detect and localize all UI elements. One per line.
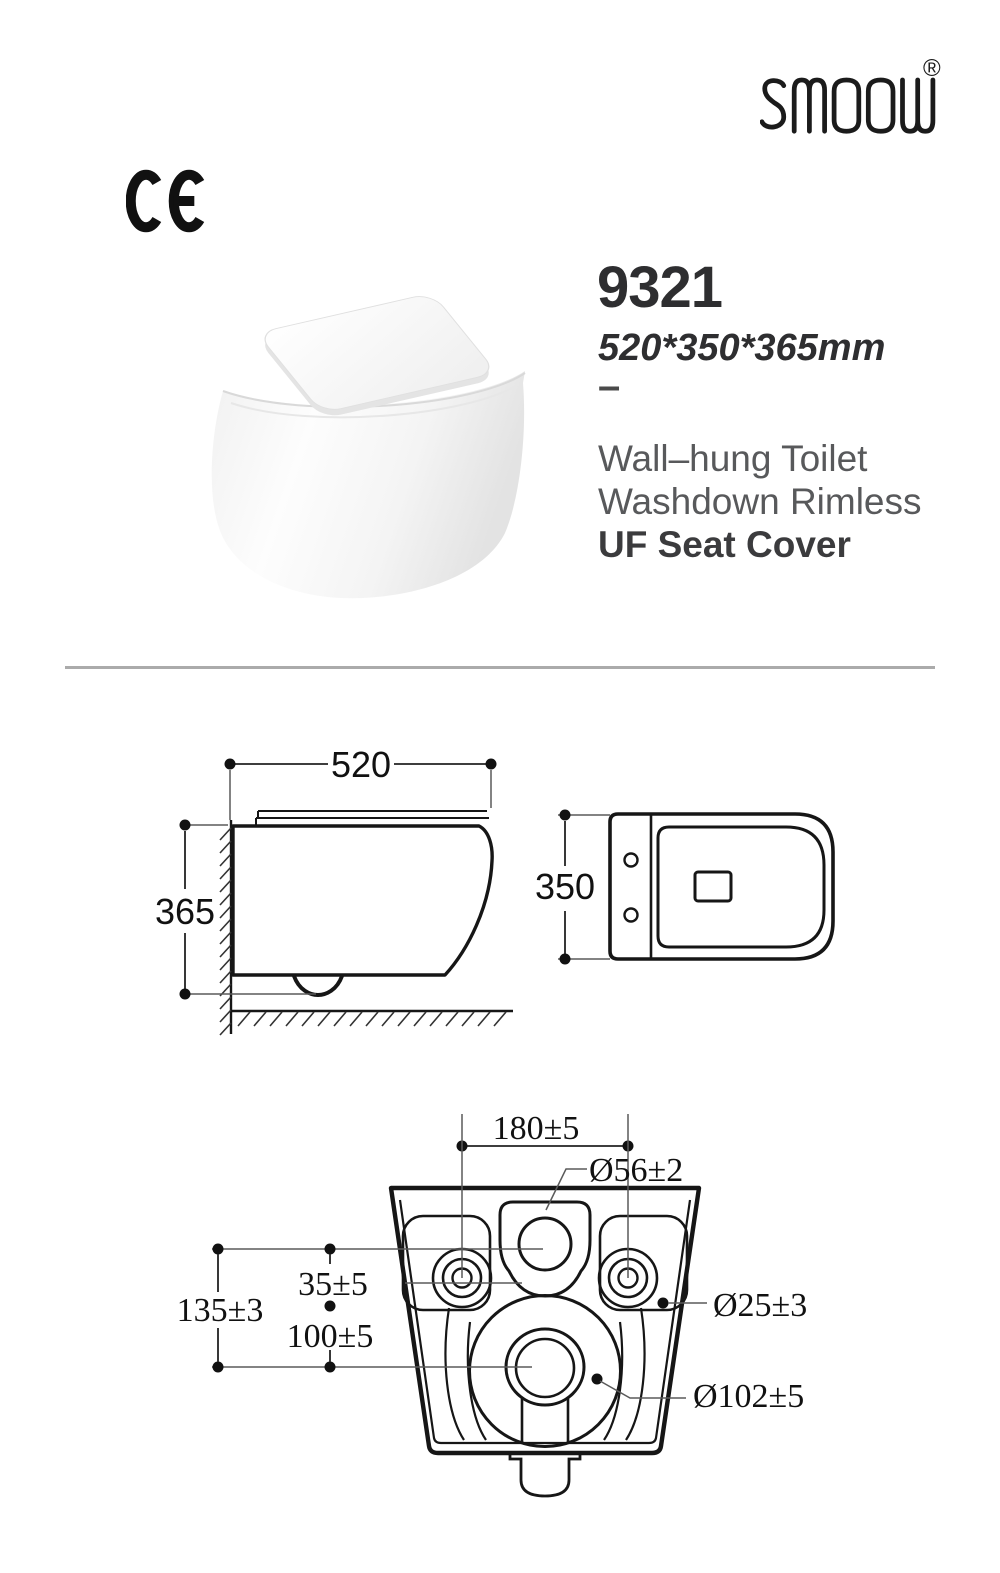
- registered-trademark-icon: ®: [923, 55, 941, 82]
- size-spec: 520*350*365mm: [598, 327, 886, 369]
- dim-label-350: 350: [534, 866, 596, 907]
- top-view-drawing: [535, 810, 833, 965]
- feature-type: Wall–hung Toilet: [598, 438, 868, 479]
- brand-logo: [760, 55, 950, 138]
- dim-label-holes-to-drain: 100±5: [286, 1318, 374, 1355]
- dim-label-drain-diameter: Ø102±5: [693, 1378, 805, 1415]
- section-divider: [65, 666, 935, 669]
- feature-flush: Washdown Rimless: [598, 481, 922, 522]
- model-number: 9321: [597, 255, 723, 320]
- technical-drawings: [0, 690, 1000, 1573]
- dim-label-520: 520: [330, 744, 392, 785]
- dim-label-inlet-diameter: Ø56±2: [589, 1152, 684, 1189]
- dim-label-inlet-to-drain: 135±3: [176, 1292, 264, 1329]
- dim-label-hole-diameter: Ø25±3: [713, 1287, 808, 1324]
- product-photo: [95, 283, 540, 613]
- ce-mark-icon: [126, 168, 212, 234]
- separator-dash: –: [598, 364, 621, 408]
- back-view-drawing: [177, 1110, 808, 1496]
- feature-seat: UF Seat Cover: [598, 524, 851, 565]
- side-view-drawing: [155, 744, 513, 1035]
- dim-label-365: 365: [154, 891, 216, 932]
- dim-label-hole-spacing: 180±5: [492, 1110, 580, 1147]
- dim-label-inlet-to-holes: 35±5: [298, 1266, 368, 1303]
